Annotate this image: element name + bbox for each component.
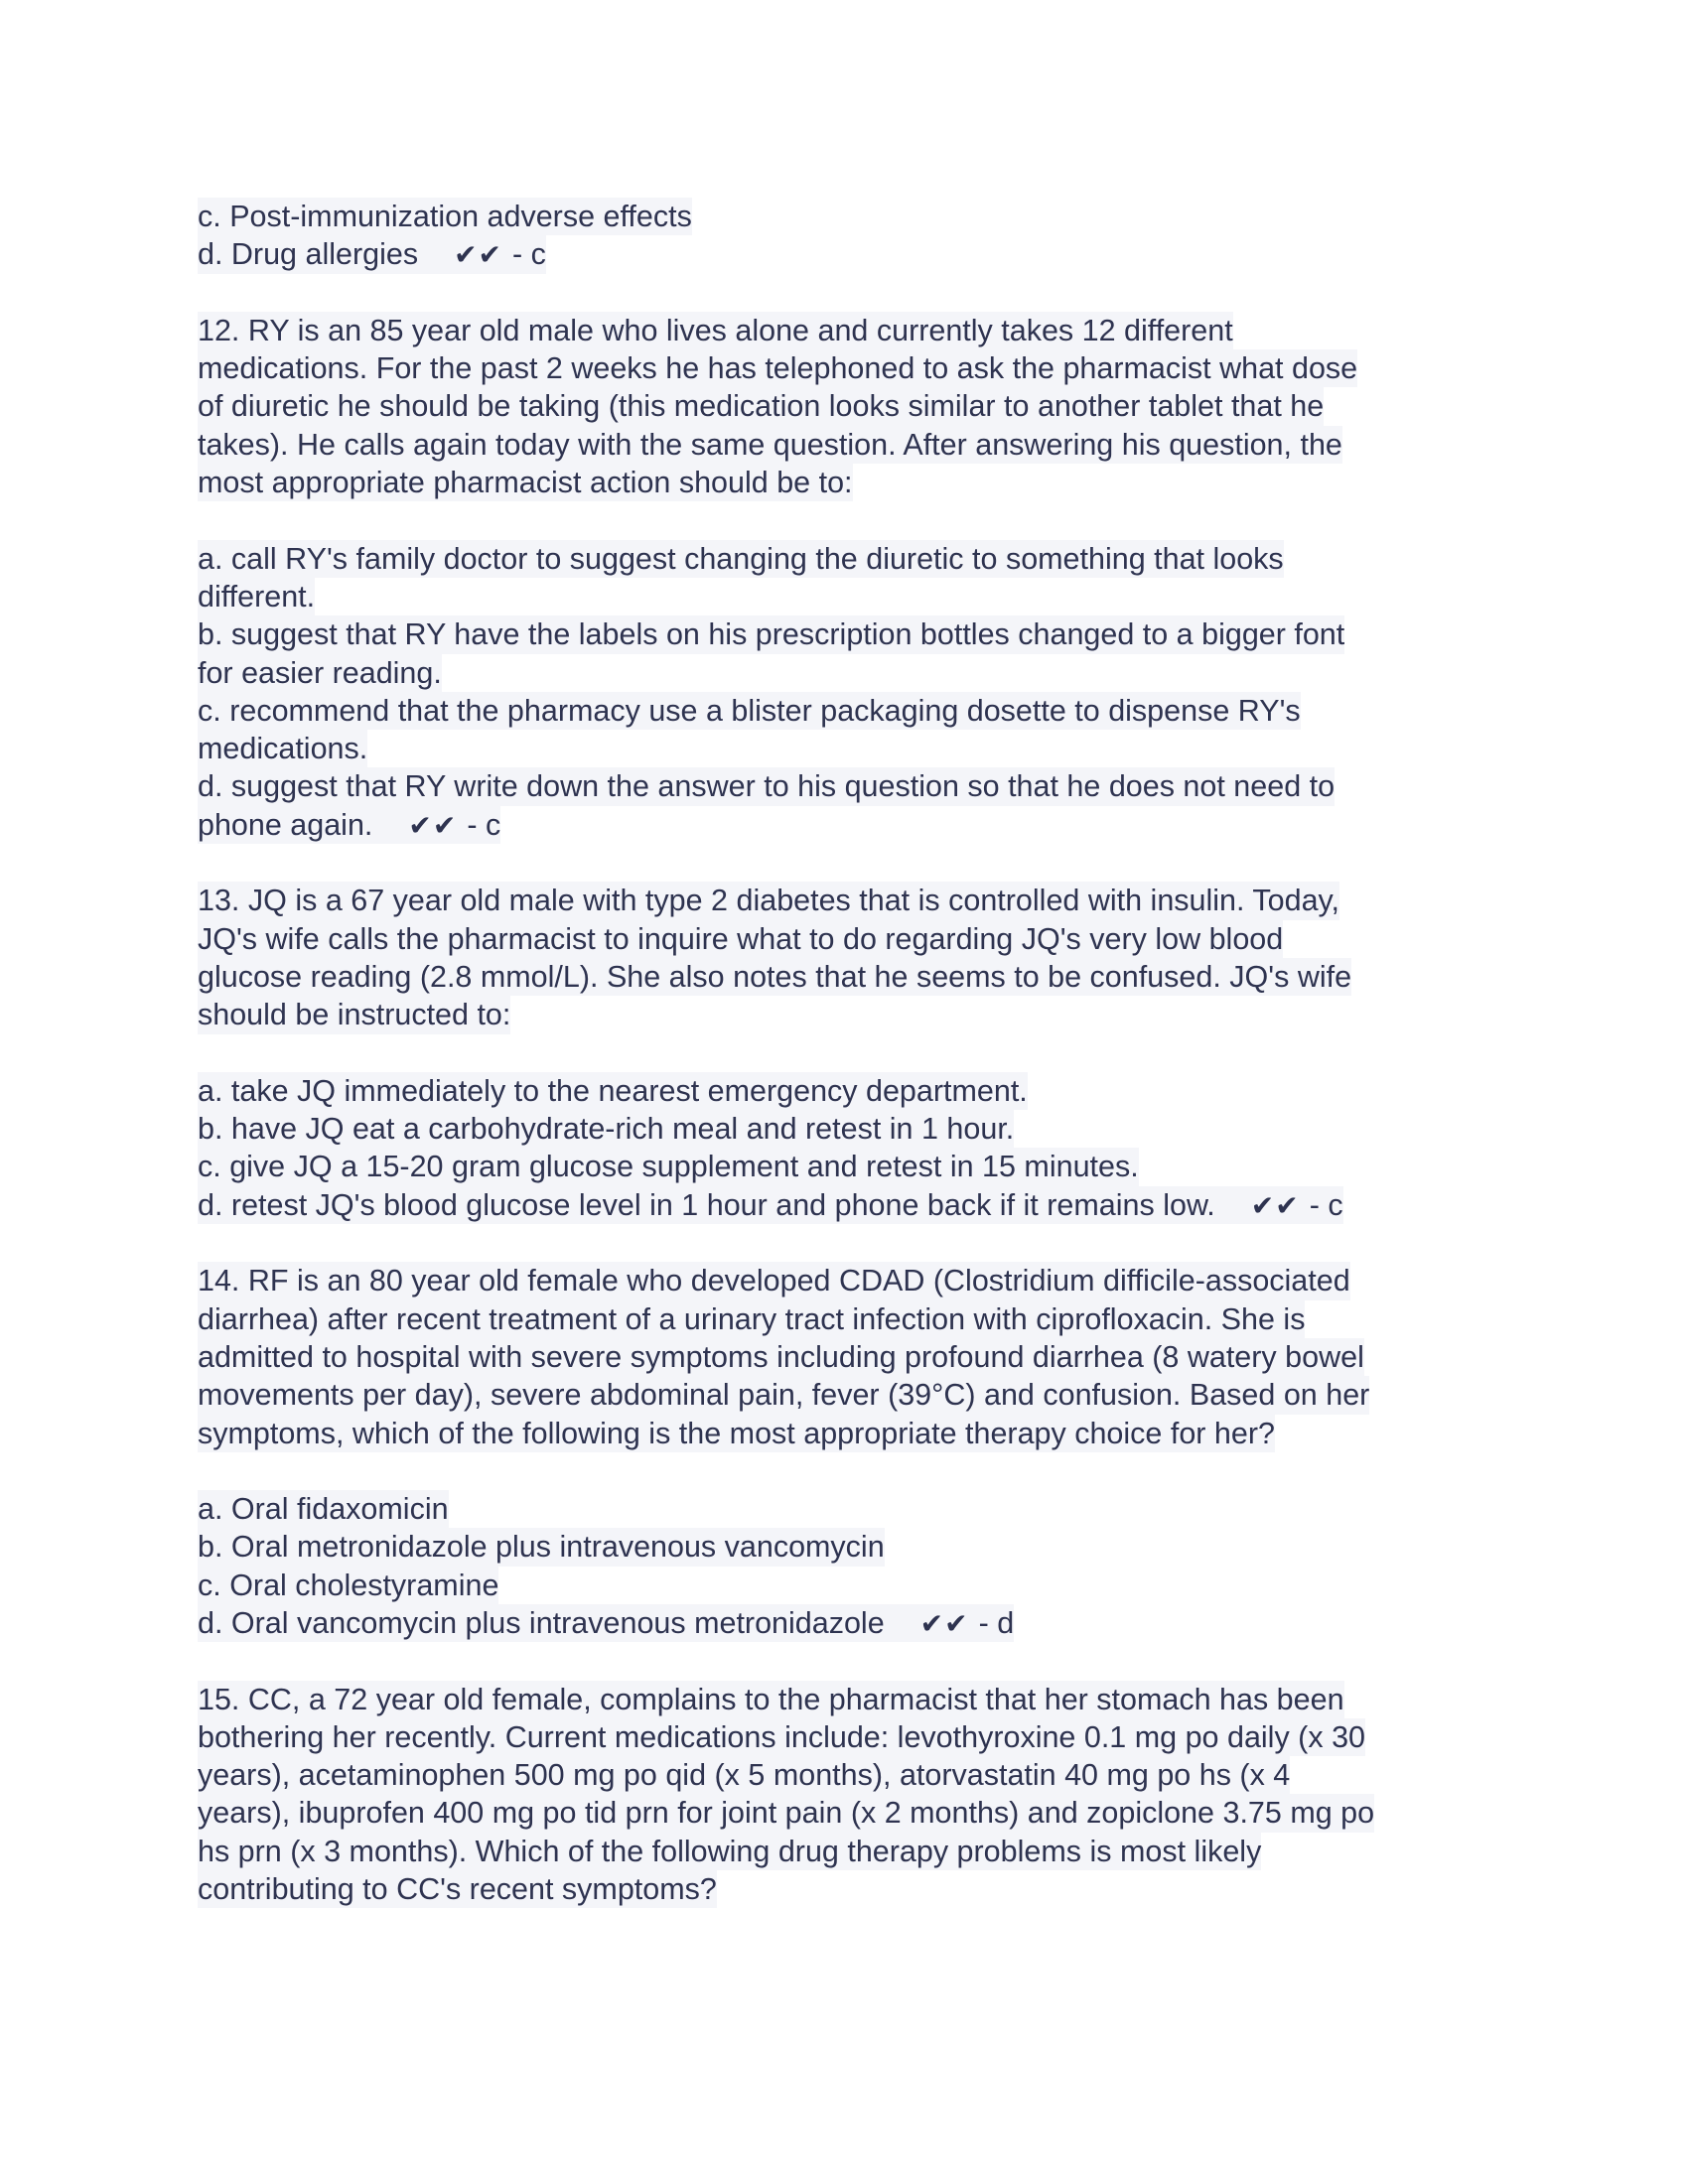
text-line bbox=[198, 1376, 1369, 1414]
line-text: glucose reading (2.8 mmol/L). She also notes that he seems to be confused. JQ's wife bbox=[198, 959, 1352, 994]
answer-key: - d bbox=[978, 1605, 1015, 1640]
line-text: should be instructed to: bbox=[198, 998, 511, 1032]
text-line bbox=[198, 1833, 1261, 1870]
text-block bbox=[198, 1681, 1374, 1909]
text-line bbox=[198, 1262, 1350, 1299]
answer-key: - c bbox=[512, 237, 546, 272]
paragraph-spacer bbox=[198, 1452, 1374, 1490]
text-line bbox=[198, 806, 500, 844]
line-text: 13. JQ is a 67 year old male with type 2 diabetes that is controlled with insulin. Today, bbox=[198, 884, 1340, 918]
text-line bbox=[198, 730, 367, 767]
text-line bbox=[198, 767, 1335, 805]
line-text: medications. bbox=[198, 732, 368, 766]
line-text: a. take JQ immediately to the nearest emergency department. bbox=[198, 1073, 1028, 1108]
paragraph-spacer bbox=[198, 844, 1374, 882]
paragraph-spacer bbox=[198, 1642, 1374, 1680]
line-text: years), acetaminophen 500 mg po qid (x 5 months), atorvastatin 40 mg po hs (x 4 bbox=[198, 1758, 1291, 1793]
line-text: d. Drug allergies bbox=[198, 237, 419, 272]
line-text: c. give JQ a 15-20 gram glucose supplement and retest in 15 minutes. bbox=[198, 1150, 1139, 1184]
line-text: diarrhea) after recent treatment of a urinary tract infection with ciprofloxacin. She is bbox=[198, 1301, 1306, 1336]
line-text: takes). He calls again today with the same question. After answering his question, the bbox=[198, 427, 1342, 462]
text-line bbox=[198, 920, 1283, 958]
line-text: bothering her recently. Current medications include: levothyroxine 0.1 mg po daily (x 30 bbox=[198, 1719, 1365, 1754]
text-line bbox=[198, 1718, 1365, 1756]
double-check-icon: ✔✔ bbox=[919, 1606, 969, 1640]
text-block bbox=[198, 312, 1374, 501]
text-line bbox=[198, 654, 442, 692]
text-line bbox=[198, 996, 510, 1033]
text-block bbox=[198, 540, 1374, 844]
text-line bbox=[198, 1870, 717, 1908]
paragraph-spacer bbox=[198, 501, 1374, 539]
line-text: 12. RY is an 85 year old male who lives alone and currently takes 12 different bbox=[198, 313, 1233, 347]
line-text: JQ's wife calls the pharmacist to inquire what to do regarding JQ's very low blood bbox=[198, 921, 1284, 956]
text-line bbox=[198, 958, 1351, 996]
text-line bbox=[198, 578, 315, 615]
line-text: contributing to CC's recent symptoms? bbox=[198, 1872, 717, 1907]
text-line bbox=[198, 540, 1284, 578]
text-block bbox=[198, 882, 1374, 1033]
text-line bbox=[198, 1186, 1343, 1224]
text-line bbox=[198, 387, 1324, 425]
line-text: of diuretic he should be taking (this medication looks similar to another tablet that he bbox=[198, 389, 1325, 424]
text-line bbox=[198, 1415, 1275, 1452]
text-line bbox=[198, 1338, 1364, 1376]
line-text: a. Oral fidaxomicin bbox=[198, 1492, 449, 1527]
double-check-icon: ✔✔ bbox=[1250, 1188, 1300, 1222]
line-text: a. call RY's family doctor to suggest changing the diuretic to something that looks bbox=[198, 541, 1284, 576]
double-check-icon: ✔✔ bbox=[454, 238, 502, 272]
text-line bbox=[198, 1300, 1305, 1338]
text-block bbox=[198, 198, 1374, 274]
text-line bbox=[198, 1794, 1374, 1832]
answer-key: - c bbox=[1309, 1187, 1343, 1222]
text-line bbox=[198, 198, 692, 235]
line-text: for easier reading. bbox=[198, 655, 442, 690]
line-text: symptoms, which of the following is the most appropriate therapy choice for her? bbox=[198, 1416, 1275, 1450]
text-line bbox=[198, 692, 1301, 730]
line-text: b. Oral metronidazole plus intravenous vancomycin bbox=[198, 1530, 885, 1565]
line-text: different. bbox=[198, 579, 316, 614]
text-block bbox=[198, 1490, 1374, 1642]
text-line bbox=[198, 1110, 1014, 1148]
paragraph-spacer bbox=[198, 1034, 1374, 1072]
line-text: b. suggest that RY have the labels on his prescription bottles changed to a bigger font bbox=[198, 617, 1345, 652]
line-text: medications. For the past 2 weeks he has telephoned to ask the pharmacist what dose bbox=[198, 351, 1358, 386]
paragraph-spacer bbox=[198, 274, 1374, 312]
line-text: c. recommend that the pharmacy use a blister packaging dosette to dispense RY's bbox=[198, 693, 1301, 728]
line-text: hs prn (x 3 months). Which of the following drug therapy problems is most likely bbox=[198, 1834, 1262, 1868]
line-text: 15. CC, a 72 year old female, complains to the pharmacist that her stomach has been bbox=[198, 1682, 1344, 1716]
line-text: movements per day), severe abdominal pain, fever (39°C) and confusion. Based on her bbox=[198, 1378, 1370, 1413]
text-line bbox=[198, 1604, 1014, 1642]
double-check-icon: ✔✔ bbox=[408, 808, 458, 842]
text-line bbox=[198, 349, 1357, 387]
text-line bbox=[198, 1490, 449, 1528]
document-page bbox=[198, 198, 1374, 1908]
line-text: c. Oral cholestyramine bbox=[198, 1568, 499, 1602]
line-text: d. retest JQ's blood glucose level in 1 hour and phone back if it remains low. bbox=[198, 1187, 1215, 1222]
line-text: 14. RF is an 80 year old female who developed CDAD (Clostridium difficile-associated bbox=[198, 1264, 1350, 1298]
line-text: admitted to hospital with severe symptoms including profound diarrhea (8 watery bowel bbox=[198, 1339, 1364, 1374]
text-line bbox=[198, 312, 1233, 349]
answer-key: - c bbox=[467, 807, 501, 842]
line-text: d. suggest that RY write down the answer to his question so that he does not need to bbox=[198, 769, 1336, 804]
text-block bbox=[198, 1072, 1374, 1224]
text-line bbox=[198, 1681, 1344, 1718]
text-line bbox=[198, 464, 853, 501]
text-line bbox=[198, 1148, 1139, 1185]
text-line bbox=[198, 882, 1339, 919]
line-text: phone again. bbox=[198, 807, 373, 842]
text-line bbox=[198, 426, 1342, 464]
text-block bbox=[198, 1262, 1374, 1451]
text-line bbox=[198, 1528, 885, 1566]
text-line bbox=[198, 1072, 1028, 1110]
text-line bbox=[198, 235, 546, 273]
text-line bbox=[198, 1756, 1290, 1794]
line-text: c. Post-immunization adverse effects bbox=[198, 200, 692, 233]
line-text: b. have JQ eat a carbohydrate-rich meal and retest in 1 hour. bbox=[198, 1112, 1015, 1147]
text-line bbox=[198, 615, 1344, 653]
line-text: years), ibuprofen 400 mg po tid prn for joint pain (x 2 months) and zopiclone 3.75 mg po bbox=[198, 1796, 1375, 1831]
line-text: d. Oral vancomycin plus intravenous metronidazole bbox=[198, 1605, 885, 1640]
paragraph-spacer bbox=[198, 1224, 1374, 1262]
line-text: most appropriate pharmacist action should be to: bbox=[198, 466, 853, 500]
text-line bbox=[198, 1567, 498, 1604]
